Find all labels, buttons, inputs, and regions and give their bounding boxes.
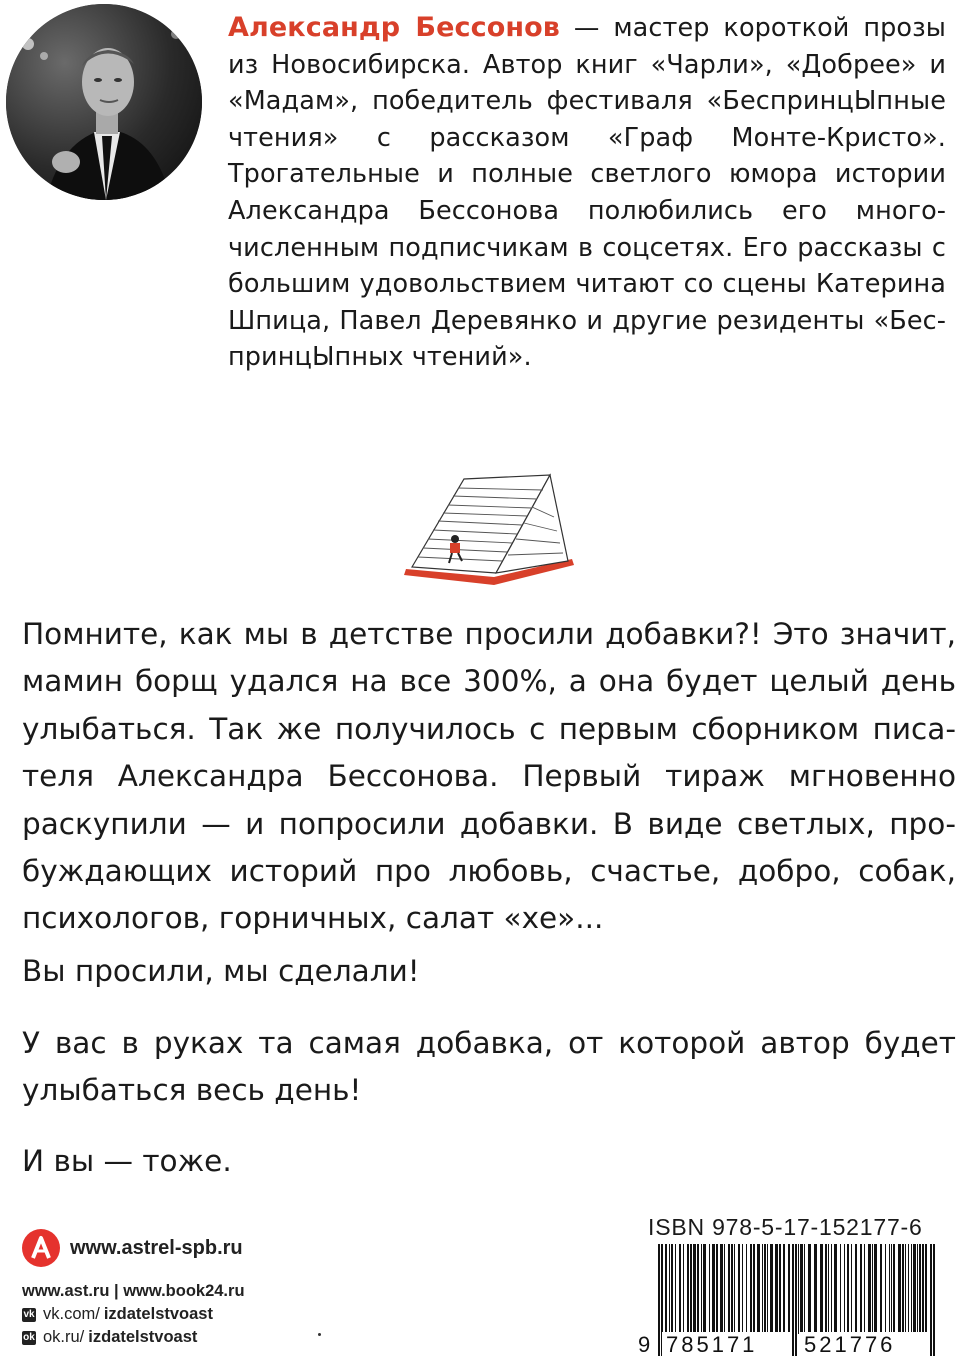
author-name: Александр Бессонов xyxy=(228,12,560,43)
ok-icon: ok xyxy=(23,1332,35,1343)
blurb-text-2: Вы просили, мы сделали! xyxy=(22,954,420,988)
book-staircase-illustration xyxy=(398,473,586,591)
author-photo xyxy=(6,4,202,200)
ok-link[interactable] xyxy=(22,1326,245,1349)
publisher-links xyxy=(22,1280,245,1349)
barcode-first-digit: 9 xyxy=(638,1332,651,1356)
barcode-right-digits: 521776 xyxy=(804,1332,896,1356)
vk-handle: izdatelstvoast xyxy=(103,1305,213,1323)
isbn-label: ISBN 978-5-17-152177-6 xyxy=(648,1214,923,1240)
barcode xyxy=(636,1244,948,1360)
blurb-paragraph-3 xyxy=(22,1020,956,1115)
blurb-paragraph-2 xyxy=(22,948,956,995)
publisher-logo-row xyxy=(22,1229,243,1267)
vk-link[interactable] xyxy=(22,1303,245,1326)
barcode-left-digits: 785171 xyxy=(666,1332,758,1356)
author-bio-text: — мастер короткой прозы из Новосибирска. Автор книг «Чарли», «Добрее» и «Мадам», победитель фестиваля «БеспринцЫпные чтения» с рассказом «Граф Монте-Кристо». Трогательные и полные светлого юмора истории Александра Бессонова полюбились его многочисленным подписчикам в соцсетях. Его рассказы с большим удовольствием читают со сцены Катерина Шпица, Павел Деревянко и другие резиденты «БеспринцЫпных чтений». xyxy=(228,13,947,373)
blurb-text-4: И вы — тоже. xyxy=(22,1144,232,1178)
blurb-paragraph-1 xyxy=(22,611,956,943)
publisher-logo-icon xyxy=(22,1229,60,1267)
author-bio xyxy=(228,10,946,376)
ok-handle: izdatelstvoast xyxy=(88,1328,198,1346)
vk-prefix: vk.com/ xyxy=(43,1305,100,1323)
ok-prefix: ok.ru/ xyxy=(43,1328,85,1346)
vk-icon: vk xyxy=(23,1309,35,1320)
blurb-text-1: Помните, как мы в детстве просили добавки?! Это значит, мамин борщ удался на все 300%, а она будет целый день улыбаться. Так же получилось с первым сборником писателя Александра Бессонова. Первый тираж мгновенно раскупили — и попросили добавки. В виде светлых, пробуждающих историй про любовь, счастье, добро, собак, психологов, горничных, салат «хе»... xyxy=(22,617,956,936)
sites-line[interactable]: www.ast.ru | www.book24.ru xyxy=(22,1282,245,1300)
stray-dot xyxy=(318,1333,321,1336)
blurb-paragraph-4 xyxy=(22,1138,956,1185)
blurb-text-3: У вас в руках та самая добавка, от которой автор будет улыбаться весь день! xyxy=(22,1026,956,1108)
publisher-site-link[interactable]: www.astrel-spb.ru xyxy=(70,1236,243,1259)
